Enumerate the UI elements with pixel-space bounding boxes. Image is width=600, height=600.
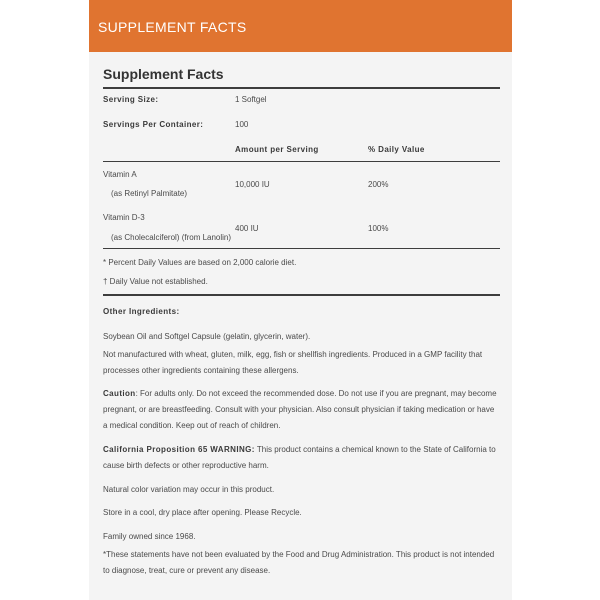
- nutrient-name: Vitamin A: [103, 170, 137, 179]
- other-ingredients-heading: Other Ingredients:: [103, 307, 180, 316]
- facts-title: Supplement Facts: [103, 66, 224, 82]
- servings-per-container-value: 100: [235, 120, 249, 129]
- header-bar: [89, 0, 512, 52]
- caution-label: Caution: [103, 389, 136, 398]
- nutrient-amount: 400 IU: [235, 224, 259, 233]
- family-owned-note: Family owned since 1968.: [103, 532, 196, 541]
- caution-text: : For adults only. Do not exceed the recommended dose. Do not use if you are pregnant, may become pregnant, or are breastfeeding. Consult with your physician. Also consult physician if taking medication or have a medical condition. Keep out of reach of children.: [103, 389, 497, 430]
- column-header-rule: [103, 161, 500, 162]
- nutrient-daily-value: 200%: [368, 180, 389, 189]
- fda-disclaimer: *These statements have not been evaluated by the Food and Drug Administration. This product is not intended to diagnose, treat, cure or prevent any disease.: [103, 550, 495, 575]
- header-title: SUPPLEMENT FACTS: [98, 19, 247, 35]
- nutrient-source: (as Retinyl Palmitate): [111, 189, 188, 198]
- supplement-facts-panel: [89, 0, 512, 600]
- ingredients-text: Soybean Oil and Softgel Capsule (gelatin, glycerin, water).: [103, 332, 311, 341]
- nutrient-daily-value: 100%: [368, 224, 389, 233]
- title-rule: [103, 87, 500, 89]
- column-header-amount: Amount per Serving: [235, 145, 319, 154]
- prop65-text: This product contains a chemical known to the State of California to cause birth defects or other reproductive harm.: [103, 445, 496, 470]
- caution-statement: [103, 386, 500, 434]
- prop65-warning: [103, 442, 500, 474]
- rows-rule: [103, 248, 500, 249]
- servings-per-container-label: Servings Per Container:: [103, 120, 204, 129]
- color-variation-note: Natural color variation may occur in this product.: [103, 485, 275, 494]
- prop65-label: California Proposition 65 WARNING:: [103, 445, 255, 454]
- allergen-statement: Not manufactured with wheat, gluten, milk, egg, fish or shellfish ingredients. Produced in a GMP facility that processes other ingredients containing these allergens.: [103, 350, 483, 375]
- serving-size-value: 1 Softgel: [235, 95, 267, 104]
- column-header-daily-value: % Daily Value: [368, 145, 425, 154]
- storage-instructions: Store in a cool, dry place after opening. Please Recycle.: [103, 508, 302, 517]
- footnote-rule: [103, 294, 500, 296]
- serving-size-label: Serving Size:: [103, 95, 159, 104]
- footnote-not-established: † Daily Value not established.: [103, 277, 208, 286]
- nutrient-name: Vitamin D-3: [103, 213, 145, 222]
- nutrient-source: (as Cholecalciferol) (from Lanolin): [111, 233, 232, 242]
- footnote-daily-values: * Percent Daily Values are based on 2,000 calorie diet.: [103, 258, 297, 267]
- nutrient-amount: 10,000 IU: [235, 180, 270, 189]
